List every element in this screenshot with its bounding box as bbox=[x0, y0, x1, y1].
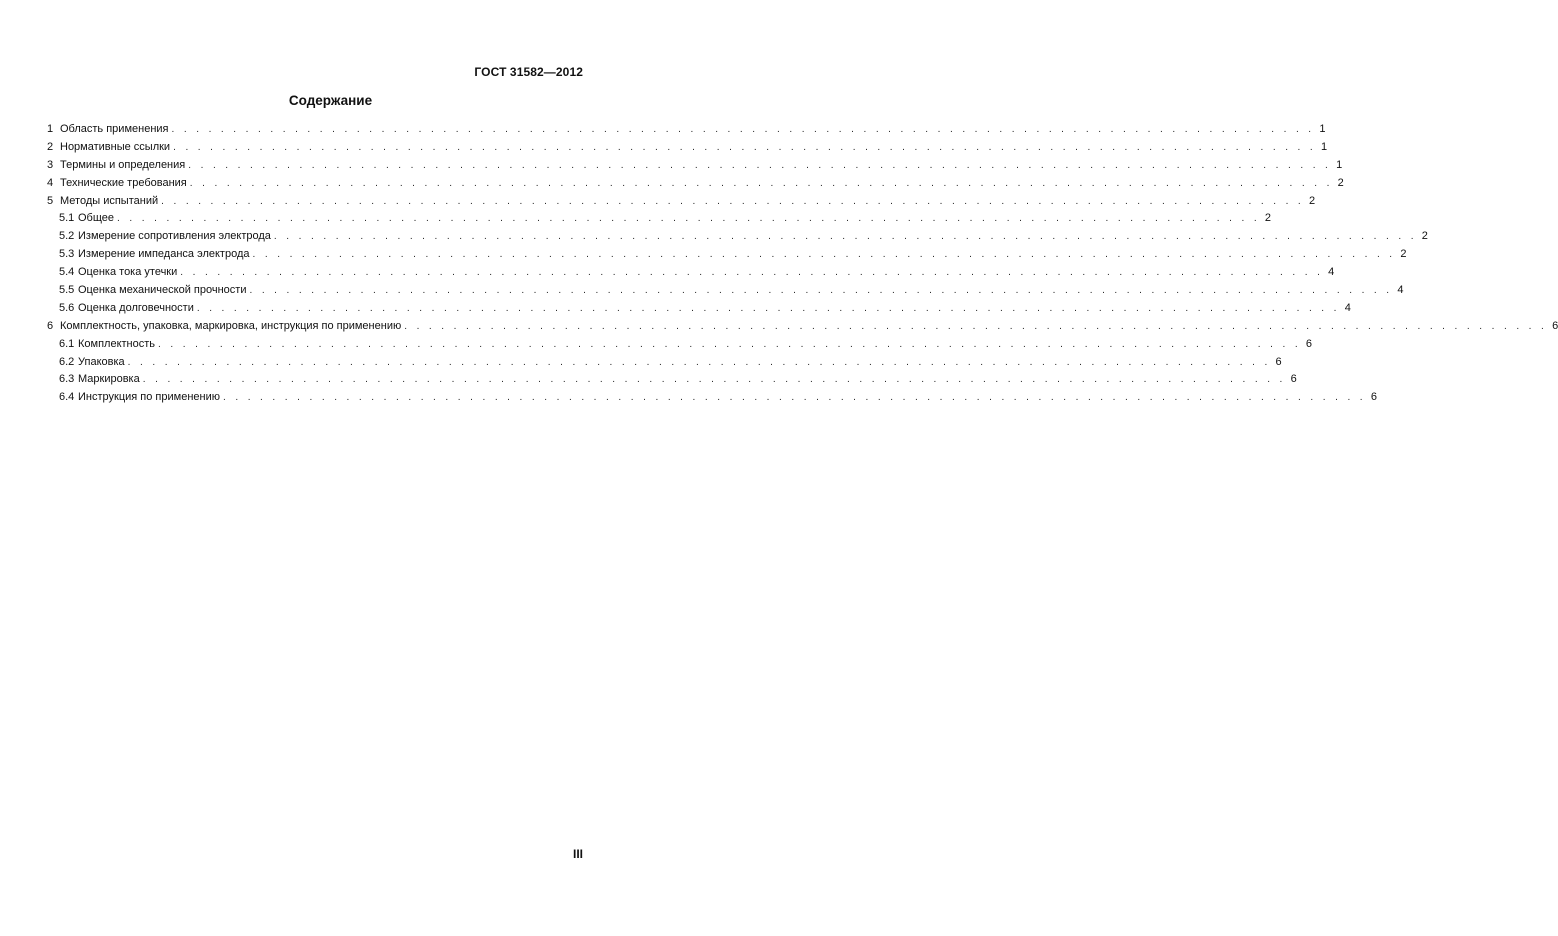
toc-item-page: 4 bbox=[1328, 266, 1335, 279]
toc-item-number: 2 bbox=[47, 140, 54, 153]
toc-item-5-5[interactable] bbox=[47, 282, 1404, 300]
toc-item-6[interactable] bbox=[47, 318, 1558, 336]
toc-leader-dots: . . . . . . . . . . . . . . . . . . . . . . . . . . . . . . . . . . . . . . . . . . . . . . . . . . . . . . . . . . . . . . . . . . . . . . . . . . . . . . . . . . . . . . . . . . . . . bbox=[249, 285, 1393, 297]
toc-item-6-1[interactable] bbox=[47, 336, 1313, 354]
toc-leader-dots: . . . . . . . . . . . . . . . . . . . . . . . . . . . . . . . . . . . . . . . . . . . . . . . . . . . . . . . . . . . . . . . . . . . . . . . . . . . . . . . . . . . . . . . . . . . . . bbox=[158, 338, 1302, 350]
toc-item-page: 6 bbox=[1370, 391, 1377, 404]
toc-item-number: 5.6 bbox=[59, 301, 75, 314]
toc-item-page: 4 bbox=[1397, 284, 1404, 297]
toc-item-5-4[interactable] bbox=[47, 264, 1335, 282]
toc-leader-dots: . . . . . . . . . . . . . . . . . . . . . . . . . . . . . . . . . . . . . . . . . . . . . . . . . . . . . . . . . . . . . . . . . . . . . . . . . . . . . . . . . . . . . . . . . . . . . bbox=[273, 231, 1417, 243]
toc-item-label: Упаковка bbox=[78, 355, 125, 368]
toc-item-number: 4 bbox=[47, 176, 54, 189]
toc-leader-dots: . . . . . . . . . . . . . . . . . . . . . . . . . . . . . . . . . . . . . . . . . . . . . . . . . . . . . . . . . . . . . . . . . . . . . . . . . . . . . . . . . . . . . . . . . . . . . bbox=[180, 267, 1324, 279]
toc-item-number: 5.1 bbox=[59, 212, 75, 225]
toc-item-page: 2 bbox=[1264, 212, 1272, 225]
toc-item-page: 1 bbox=[1320, 140, 1328, 153]
toc-item-number: 6.3 bbox=[59, 373, 75, 386]
toc-leader-dots: . . . . . . . . . . . . . . . . . . . . . . . . . . . . . . . . . . . . . . . . . . . . . . . . . . . . . . . . . . . . . . . . . . . . . . . . . . . . . . . . . . . . . . . . . . . . . bbox=[404, 320, 1548, 332]
toc-item-page: 4 bbox=[1344, 301, 1351, 314]
toc-item-page: 6 bbox=[1275, 355, 1282, 368]
toc-item-6-4[interactable] bbox=[47, 389, 1377, 407]
toc-item-label: Инструкция по применению bbox=[78, 391, 220, 404]
toc-item-number: 6 bbox=[47, 319, 54, 332]
toc-item-page: 1 bbox=[1336, 158, 1343, 171]
table-of-contents bbox=[47, 121, 1558, 407]
toc-item-5-3[interactable] bbox=[47, 246, 1407, 264]
toc-item-number: 5.5 bbox=[59, 284, 75, 297]
toc-item-label: Оценка долговечности bbox=[78, 301, 194, 314]
toc-item-label: Методы испытаний bbox=[60, 194, 159, 207]
toc-item-5-6[interactable] bbox=[47, 300, 1351, 318]
toc-item-1[interactable] bbox=[47, 121, 1326, 139]
toc-item-6-3[interactable] bbox=[47, 371, 1297, 389]
toc-item-number: 3 bbox=[47, 158, 54, 171]
toc-item-label: Оценка механической прочности bbox=[78, 284, 247, 297]
toc-item-page: 2 bbox=[1309, 194, 1316, 207]
toc-item-label: Нормативные ссылки bbox=[60, 140, 171, 153]
toc-item-2[interactable] bbox=[47, 139, 1328, 157]
toc-item-5[interactable] bbox=[47, 193, 1316, 211]
toc-item-page: 6 bbox=[1290, 373, 1297, 386]
toc-item-label: Измерение сопротивления электрода bbox=[78, 230, 271, 243]
toc-leader-dots: . . . . . . . . . . . . . . . . . . . . . . . . . . . . . . . . . . . . . . . . . . . . . . . . . . . . . . . . . . . . . . . . . . . . . . . . . . . . . . . . . . . . . . . . . . . . . bbox=[252, 249, 1396, 261]
toc-item-page: 6 bbox=[1552, 319, 1558, 332]
toc-item-label: Маркировка bbox=[78, 373, 140, 386]
page-number: III bbox=[572, 847, 583, 861]
toc-item-page: 2 bbox=[1337, 176, 1344, 189]
toc-item-label: Комплектность bbox=[78, 337, 156, 350]
toc-item-page: 6 bbox=[1305, 337, 1313, 350]
toc-item-page: 2 bbox=[1421, 230, 1428, 243]
toc-item-label: Комплектность, упаковка, маркировка, инструкция по применению bbox=[60, 319, 402, 332]
toc-item-number: 5.3 bbox=[59, 248, 75, 261]
toc-leader-dots: . . . . . . . . . . . . . . . . . . . . . . . . . . . . . . . . . . . . . . . . . . . . . . . . . . . . . . . . . . . . . . . . . . . . . . . . . . . . . . . . . . . . . . . . . . . . . bbox=[173, 141, 1317, 153]
toc-item-5-1[interactable] bbox=[47, 210, 1272, 228]
toc-leader-dots: . . . . . . . . . . . . . . . . . . . . . . . . . . . . . . . . . . . . . . . . . . . . . . . . . . . . . . . . . . . . . . . . . . . . . . . . . . . . . . . . . . . . . . . . . . . . . bbox=[188, 159, 1332, 171]
toc-item-5-2[interactable] bbox=[47, 228, 1428, 246]
toc-item-label: Технические требования bbox=[60, 176, 187, 189]
toc-item-page: 1 bbox=[1319, 123, 1326, 135]
toc-leader-dots: . . . . . . . . . . . . . . . . . . . . . . . . . . . . . . . . . . . . . . . . . . . . . . . . . . . . . . . . . . . . . . . . . . . . . . . . . . . . . . . . . . . . . . . . . . . . . bbox=[189, 177, 1333, 189]
toc-item-6-2[interactable] bbox=[47, 354, 1282, 372]
toc-item-number: 1 bbox=[47, 123, 54, 135]
toc-item-number: 6.1 bbox=[59, 337, 75, 350]
toc-leader-dots: . . . . . . . . . . . . . . . . . . . . . . . . . . . . . . . . . . . . . . . . . . . . . . . . . . . . . . . . . . . . . . . . . . . . . . . . . . . . . . . . . . . . . . . . . . . . . bbox=[117, 213, 1261, 225]
toc-item-label: Измерение импеданса электрода bbox=[78, 248, 250, 261]
toc-leader-dots: . . . . . . . . . . . . . . . . . . . . . . . . . . . . . . . . . . . . . . . . . . . . . . . . . . . . . . . . . . . . . . . . . . . . . . . . . . . . . . . . . . . . . . . . . . . . . bbox=[142, 374, 1286, 386]
document-code: ГОСТ 31582—2012 bbox=[474, 65, 583, 79]
toc-leader-dots: . . . . . . . . . . . . . . . . . . . . . . . . . . . . . . . . . . . . . . . . . . . . . . . . . . . . . . . . . . . . . . . . . . . . . . . . . . . . . . . . . . . . . . . . . . . . . bbox=[161, 195, 1305, 207]
toc-item-page: 2 bbox=[1400, 248, 1407, 261]
toc-item-number: 5.4 bbox=[59, 266, 75, 279]
toc-item-number: 5.2 bbox=[59, 230, 75, 243]
toc-item-label: Область применения bbox=[60, 123, 169, 135]
toc-item-4[interactable] bbox=[47, 175, 1344, 193]
toc-item-label: Термины и определения bbox=[60, 158, 186, 171]
toc-item-number: 5 bbox=[47, 194, 54, 207]
toc-item-number: 6.2 bbox=[59, 355, 75, 368]
toc-item-3[interactable] bbox=[47, 157, 1343, 175]
toc-item-label: Общее bbox=[78, 212, 115, 225]
toc-leader-dots: . . . . . . . . . . . . . . . . . . . . . . . . . . . . . . . . . . . . . . . . . . . . . . . . . . . . . . . . . . . . . . . . . . . . . . . . . . . . . . . . . . . . . . . . . . . . . bbox=[222, 392, 1366, 404]
toc-leader-dots: . . . . . . . . . . . . . . . . . . . . . . . . . . . . . . . . . . . . . . . . . . . . . . . . . . . . . . . . . . . . . . . . . . . . . . . . . . . . . . . . . . . . . . . . . . . . . bbox=[127, 356, 1271, 368]
toc-leader-dots: . . . . . . . . . . . . . . . . . . . . . . . . . . . . . . . . . . . . . . . . . . . . . . . . . . . . . . . . . . . . . . . . . . . . . . . . . . . . . . . . . . . . . . . . . . . . . bbox=[196, 302, 1340, 314]
toc-item-number: 6.4 bbox=[59, 391, 75, 404]
toc-leader-dots: . . . . . . . . . . . . . . . . . . . . . . . . . . . . . . . . . . . . . . . . . . . . . . . . . . . . . . . . . . . . . . . . . . . . . . . . . . . . . . . . . . . . . . . . . . . . . bbox=[171, 124, 1315, 135]
toc-item-label: Оценка тока утечки bbox=[78, 266, 178, 279]
page-title: Содержание bbox=[288, 93, 373, 108]
